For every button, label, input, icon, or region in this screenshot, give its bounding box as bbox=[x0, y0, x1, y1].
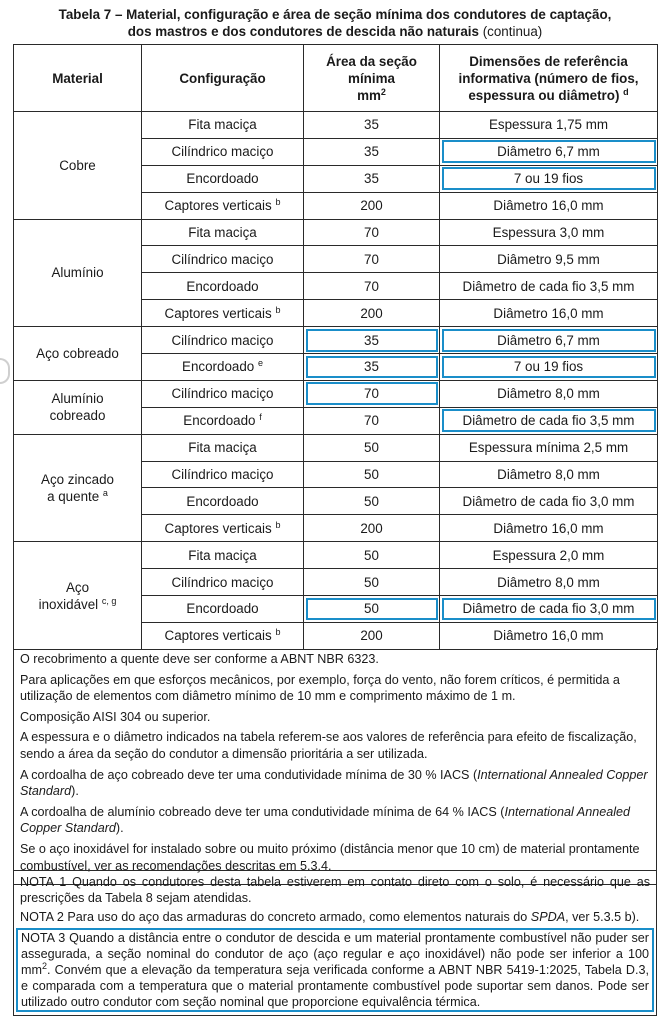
area-cell: 70 bbox=[304, 246, 440, 273]
dimensao-cell: Diâmetro 8,0 mm bbox=[440, 569, 658, 596]
material-cell: Aço inoxidável $^{c, g}$ bbox=[14, 542, 142, 650]
area-cell: 200 bbox=[304, 622, 440, 649]
configuracao-cell: Fita maciça bbox=[142, 219, 304, 246]
table-row bbox=[14, 327, 658, 354]
dimensao-cell: 7 ou 19 fios bbox=[440, 165, 658, 192]
area-cell: 35 bbox=[304, 327, 440, 354]
area-cell: 50 bbox=[304, 488, 440, 515]
configuracao-cell: Fita maciça bbox=[142, 542, 304, 569]
table-title bbox=[0, 6, 670, 40]
configuracao-cell: Encordoado bbox=[142, 273, 304, 300]
dimensao-cell: Diâmetro de cada fio 3,5 mm bbox=[440, 273, 658, 300]
area-cell: 50 bbox=[304, 461, 440, 488]
area-cell: 200 bbox=[304, 192, 440, 219]
footnotes-block bbox=[13, 648, 657, 885]
dimensao-cell: Diâmetro 16,0 mm bbox=[440, 515, 658, 542]
material-cell: Aço zincado a quente $^a$ bbox=[14, 434, 142, 542]
dimensao-cell: Diâmetro 16,0 mm bbox=[440, 300, 658, 327]
dimensao-cell: 7 ou 19 fios bbox=[440, 354, 658, 381]
footnote-f: A cordoalha de alumínio cobreado deve ter uma condutividade mínima de 64 % IACS (International Annealed Copper Standard). bbox=[20, 804, 631, 836]
area-cell: 35 bbox=[304, 112, 440, 139]
configuracao-cell: Encordoado bbox=[142, 488, 304, 515]
title-line-2: dos mastros e dos condutores de descida não naturais bbox=[127, 24, 479, 39]
dimensao-cell: Diâmetro 8,0 mm bbox=[440, 461, 658, 488]
configuracao-cell: Captores verticais $^b$ bbox=[142, 515, 304, 542]
area-cell: 35 bbox=[304, 138, 440, 165]
materials-table bbox=[13, 44, 658, 650]
area-cell: 35 bbox=[304, 354, 440, 381]
header-area: Área da seção mínima $mm^2$ bbox=[304, 45, 440, 112]
dimensao-cell: Espessura 1,75 mm bbox=[440, 112, 658, 139]
configuracao-cell: Cilíndrico maciço bbox=[142, 380, 304, 407]
configuracao-cell: Cilíndrico maciço bbox=[142, 138, 304, 165]
material-cell: Cobre bbox=[14, 112, 142, 220]
material-cell: Alumínio cobreado bbox=[14, 380, 142, 434]
configuracao-cell: Encordoado bbox=[142, 596, 304, 623]
configuracao-cell: Captores verticais $^b$ bbox=[142, 622, 304, 649]
configuracao-cell: Cilíndrico maciço bbox=[142, 327, 304, 354]
configuracao-cell: Captores verticais $^b$ bbox=[142, 192, 304, 219]
area-cell: 50 bbox=[304, 569, 440, 596]
header-configuracao: Configuração bbox=[142, 45, 304, 112]
area-cell: 70 bbox=[304, 273, 440, 300]
title-continua: (continua) bbox=[482, 24, 543, 39]
area-cell: 50 bbox=[304, 596, 440, 623]
area-cell: 200 bbox=[304, 515, 440, 542]
area-cell: 70 bbox=[304, 380, 440, 407]
footnote-e: A cordoalha de aço cobreado deve ter uma condutividade mínima de 30 % IACS (International Annealed Copper Standard). bbox=[20, 767, 648, 799]
nota-2: NOTA 2 Para uso do aço das armaduras do concreto armado, como elementos naturais do SPDA, ver 5.3.5 b). bbox=[20, 910, 640, 924]
page-edge-mark bbox=[0, 358, 10, 384]
table-row bbox=[14, 380, 658, 407]
dimensao-cell: Diâmetro 9,5 mm bbox=[440, 246, 658, 273]
configuracao-cell: Fita maciça bbox=[142, 434, 304, 461]
area-cell: 200 bbox=[304, 300, 440, 327]
table-row bbox=[14, 542, 658, 569]
material-cell: Aço cobreado bbox=[14, 327, 142, 381]
dimensao-cell: Espessura mínima 2,5 mm bbox=[440, 434, 658, 461]
table-header-row bbox=[14, 45, 658, 112]
footnote-d: A espessura e o diâmetro indicados na tabela referem-se aos valores de referência para efeito de fiscalização, sendo a área da seção do condutor a dimensão prioritária a ser utilizada. bbox=[20, 730, 637, 761]
dimensao-cell: Diâmetro 6,7 mm bbox=[440, 327, 658, 354]
footnote-a: O recobrimento a quente deve ser conforme a ABNT NBR 6323. bbox=[20, 652, 379, 666]
area-cell: 70 bbox=[304, 219, 440, 246]
dimensao-cell: Diâmetro 16,0 mm bbox=[440, 192, 658, 219]
dimensao-cell: Diâmetro de cada fio 3,0 mm bbox=[440, 596, 658, 623]
notes-block bbox=[13, 870, 657, 1016]
material-cell: Alumínio bbox=[14, 219, 142, 327]
configuracao-cell: Encordoado $^f$ bbox=[142, 407, 304, 434]
area-cell: 50 bbox=[304, 542, 440, 569]
header-dimensoes: Dimensões de referência informativa (número de fios, espessura ou diâmetro) $^d$ bbox=[440, 45, 658, 112]
dimensao-cell: Diâmetro de cada fio 3,5 mm bbox=[440, 407, 658, 434]
header-material: Material bbox=[14, 45, 142, 112]
area-cell: 35 bbox=[304, 165, 440, 192]
area-cell: 50 bbox=[304, 434, 440, 461]
nota-1: NOTA 1 Quando os condutores desta tabela estiverem em contato direto com o solo, é necessário que as prescrições da Tabela 8 sejam atendidas. bbox=[20, 875, 650, 905]
dimensao-cell: Diâmetro 6,7 mm bbox=[440, 138, 658, 165]
table-row bbox=[14, 434, 658, 461]
footnote-g: Se o aço inoxidável for instalado sobre ou muito próximo (distância menor que 10 cm) de material prontamente combustível, ver as recomendações descritas em 5.3.4. bbox=[20, 841, 640, 873]
nota-3: NOTA 3 Quando a distância entre o condutor de descida e um material prontamente combustível não puder ser assegurada, a seção nominal do condutor de aço (aço regular e aço inoxidável) não pode ser inferior a 100 $mm^2$. Convém que a elevação da temperatura seja verificada conforme a ABNT NBR 5419-1:2025, Tabela D.3, e comparada com a temperatura que o material prontamente combustível pode suportar sem danos. Pode ser utilizado outro condutor com seção nominal que proporcione equivalência térmica. bbox=[16, 928, 654, 1012]
footnote-b: Para aplicações em que esforços mecânicos, por exemplo, força do vento, não forem críticos, é permitida a utilização de elementos com diâmetro mínimo de 10 mm e comprimento máximo de 1 m. bbox=[20, 672, 620, 704]
dimensao-cell: Diâmetro 8,0 mm bbox=[440, 380, 658, 407]
table-row bbox=[14, 112, 658, 139]
configuracao-cell: Cilíndrico maciço bbox=[142, 569, 304, 596]
title-line-1: Tabela 7 – Material, configuração e área de seção mínima dos condutores de captação, bbox=[58, 7, 612, 22]
configuracao-cell: Encordoado bbox=[142, 165, 304, 192]
footnote-c: Composição AISI 304 ou superior. bbox=[20, 709, 211, 724]
dimensao-cell: Diâmetro de cada fio 3,0 mm bbox=[440, 488, 658, 515]
dimensao-cell: Espessura 3,0 mm bbox=[440, 219, 658, 246]
configuracao-cell: Captores verticais $^b$ bbox=[142, 300, 304, 327]
table-row bbox=[14, 219, 658, 246]
dimensao-cell: Diâmetro 16,0 mm bbox=[440, 622, 658, 649]
configuracao-cell: Cilíndrico maciço bbox=[142, 461, 304, 488]
configuracao-cell: Cilíndrico maciço bbox=[142, 246, 304, 273]
configuracao-cell: Encordoado $^e$ bbox=[142, 354, 304, 381]
configuracao-cell: Fita maciça bbox=[142, 112, 304, 139]
area-cell: 70 bbox=[304, 407, 440, 434]
dimensao-cell: Espessura 2,0 mm bbox=[440, 542, 658, 569]
